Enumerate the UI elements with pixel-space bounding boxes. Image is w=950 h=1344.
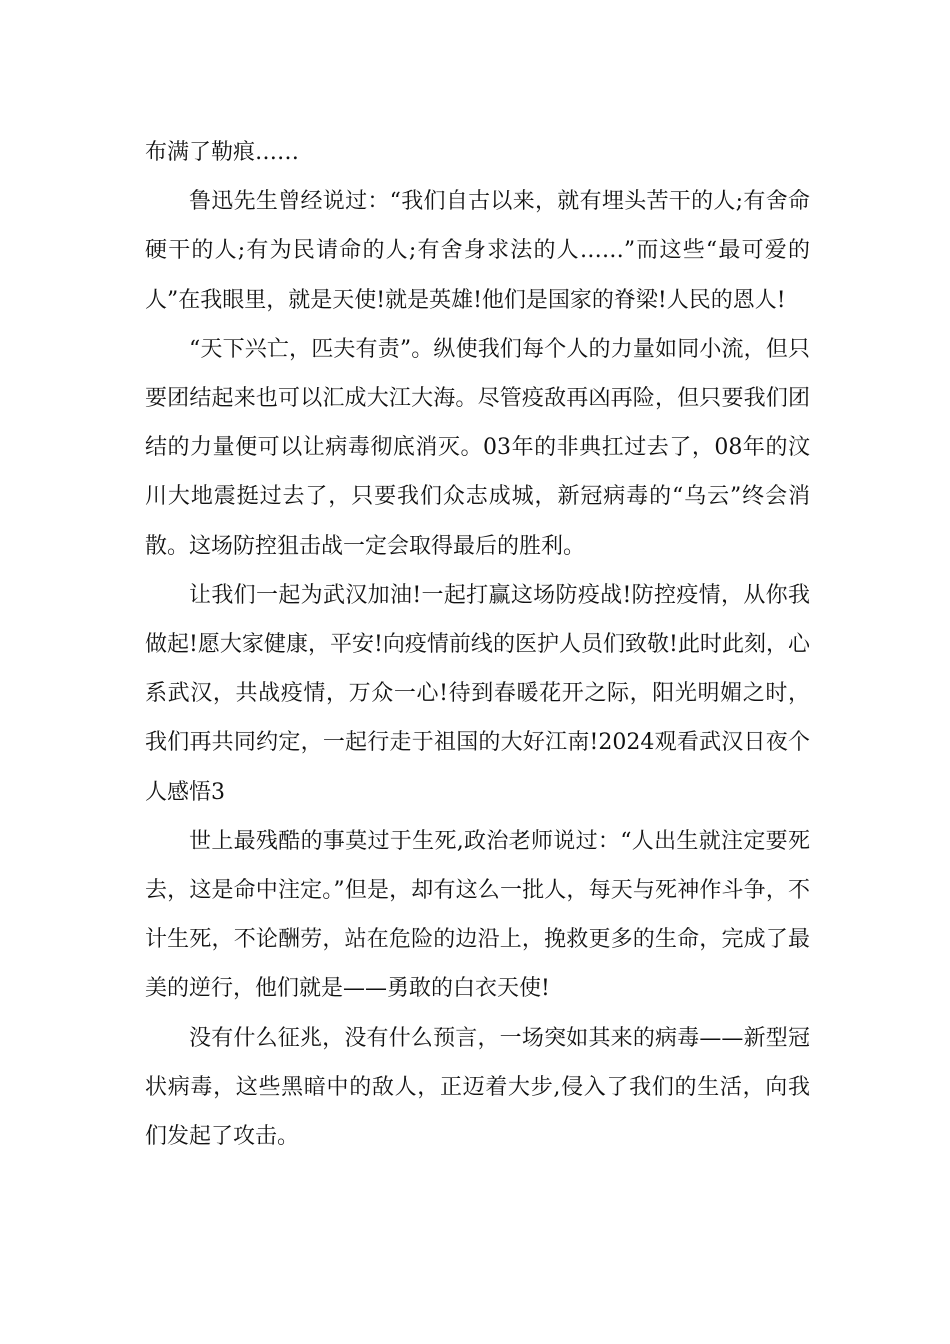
paragraph-unity: “天下兴亡，匹夫有责”。纵使我们每个人的力量如同小流，但只要团结起来也可以汇成大江大海。尽管疫敌再凶再险，但只要我们团结的力量便可以让病毒彻底消灭。03年的非典扛过去了，08年的汶川大地震挺过去了，只要我们众志成城，新冠病毒的“乌云”终会消散。这场防控狙击战一定会取得最后的胜利。 (145, 336, 810, 559)
paragraph-wuhan-cheer: 让我们一起为武汉加油!一起打赢这场防疫战!防控疫情，从你我做起!愿大家健康，平安!向疫情前线的医护人员们致敬!此时此刻，心系武汉，共战疫情，万众一心!待到春暖花开之际，阳光明媚之时，我们再共同约定，一起行走于祖国的大好江南!2024观看武汉日夜个人感悟3 (145, 582, 810, 805)
paragraph-white-angels: 世上最残酷的事莫过于生死,政治老师说过：“人出生就注定要死去，这是命中注定。”但是，却有这么一批人，每天与死神作斗争，不计生死，不论酬劳，站在危险的边沿上，挽救更多的生命，完成了最美的逆行，他们就是——勇敢的白衣天使! (145, 828, 810, 1002)
paragraph-continuation: 布满了勒痕…… (145, 140, 300, 165)
document-body (145, 128, 810, 1161)
paragraph-virus-attack: 没有什么征兆，没有什么预言，一场突如其来的病毒——新型冠状病毒，这些黑暗中的敌人，正迈着大步,侵入了我们的生活，向我们发起了攻击。 (145, 1025, 810, 1150)
paragraph-luxun-quote: 鲁迅先生曾经说过：“我们自古以来，就有埋头苦干的人;有舍命硬干的人;有为民请命的人;有舍身求法的人……”而这些“最可爱的人”在我眼里，就是天使!就是英雄!他们是国家的脊梁!人民的恩人! (145, 189, 810, 313)
